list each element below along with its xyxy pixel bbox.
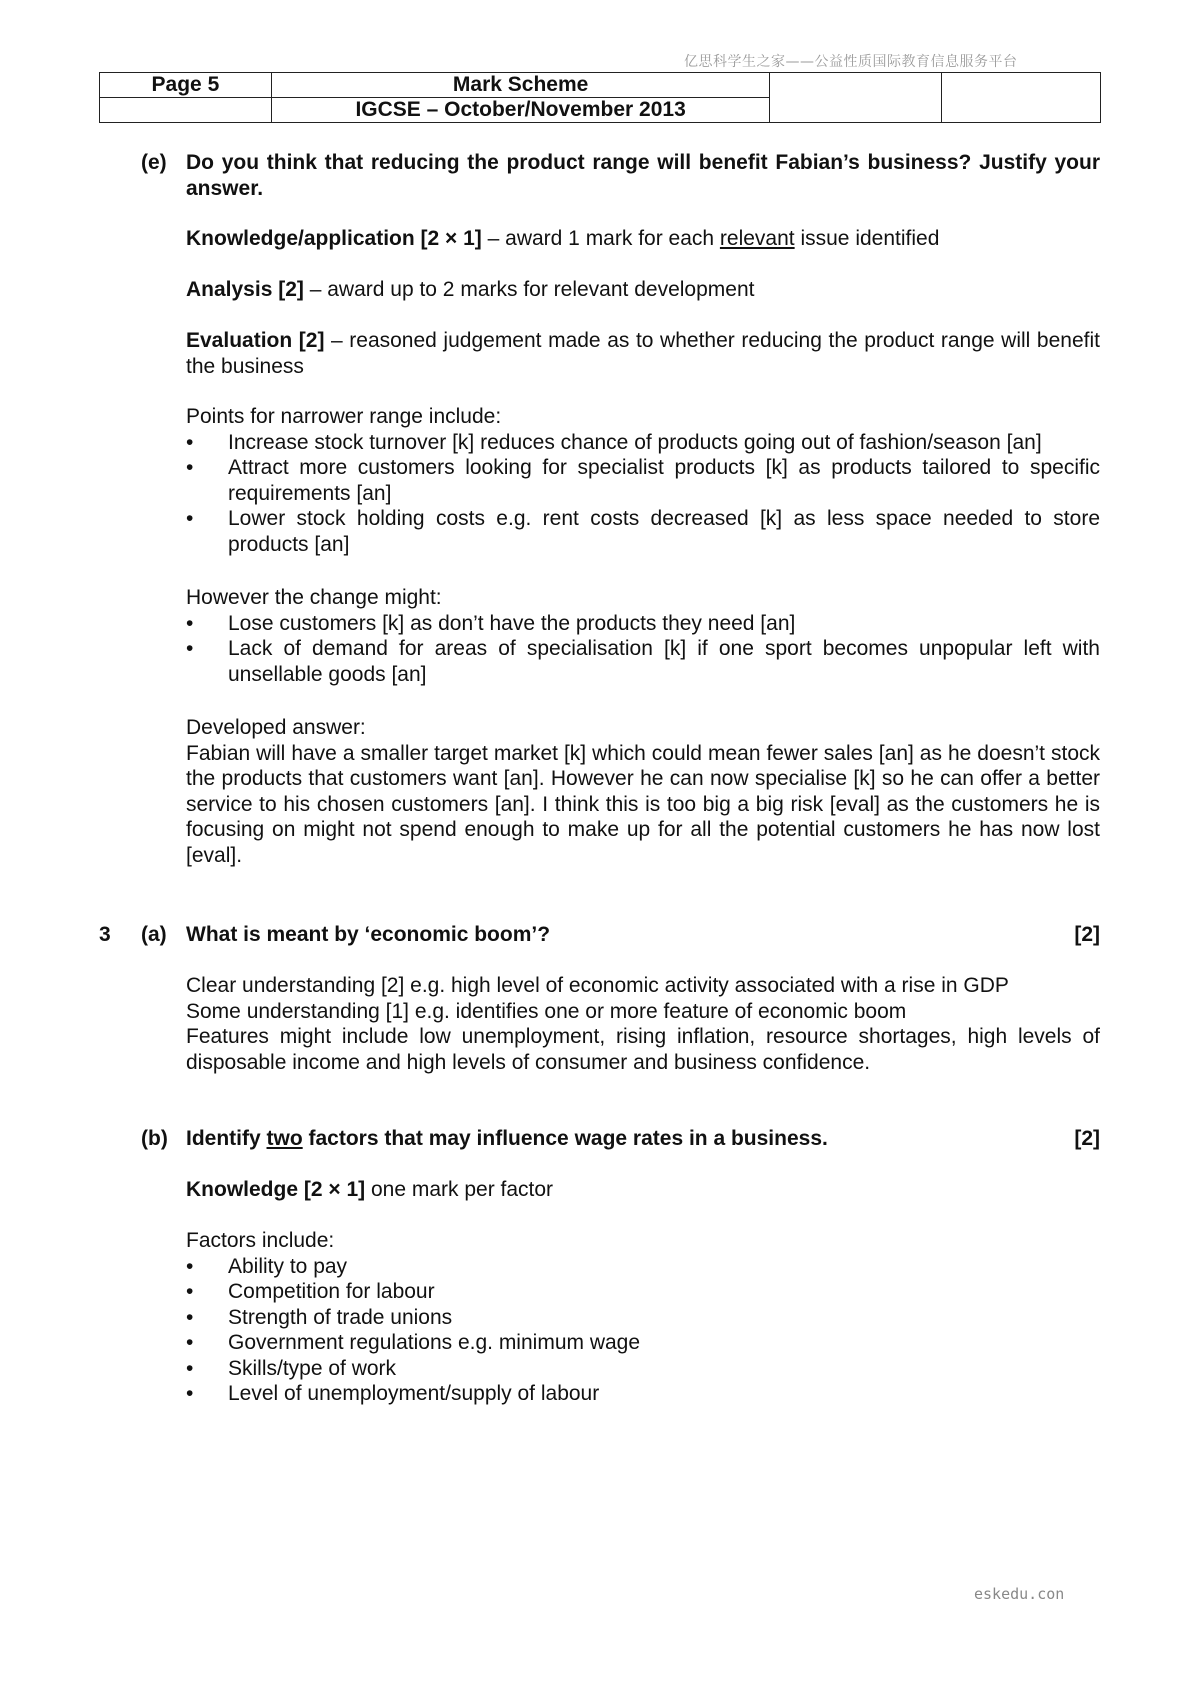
q2e-evaluation <box>186 328 1100 379</box>
q3a-question: What is meant by ‘economic boom’? <box>186 923 551 946</box>
q2e-knowledge-text: – award 1 mark for each <box>481 227 720 250</box>
q3a-answer <box>186 973 1100 1075</box>
list-item: • Lose customers [k] as don’t have the products they need [an] <box>186 611 796 635</box>
bullet-icon: • <box>186 430 194 454</box>
bullet-icon: • <box>186 611 194 635</box>
list-item: • Competition for labour <box>186 1280 435 1303</box>
header-empty-cell <box>100 98 272 123</box>
header-empty-cell <box>770 73 942 123</box>
q2e-question: Do you think that reducing the product range will benefit Fabian’s business? Justify your answer. <box>186 151 1100 200</box>
q3b-question: Identify two factors that may influence wage rates in a business. <box>186 1127 828 1150</box>
header-syllabus: IGCSE – October/November 2013 <box>271 98 770 123</box>
q2e-knowledge-underlined: relevant <box>719 227 795 250</box>
q2e-points <box>186 404 1100 557</box>
q3a-line: Clear understanding [2] e.g. high level of economic activity associated with a rise in GDP <box>186 974 1009 997</box>
q2e-evaluation-heading: Evaluation [2] <box>186 329 325 352</box>
list-item: • Lower stock holding costs e.g. rent costs decreased [k] as less space needed to store products [an] <box>186 507 1100 556</box>
list-item: • Increase stock turnover [k] reduces chance of products going out of fashion/season [an] <box>186 430 1042 454</box>
q3b-label: (b) <box>141 1127 168 1150</box>
bullet-icon: • <box>186 1382 194 1405</box>
q2e-points-list <box>186 430 1100 558</box>
header-table <box>99 72 1101 123</box>
q3a-question-row <box>186 922 1100 948</box>
bullet-icon: • <box>186 1280 194 1303</box>
q3b-question-row <box>186 1126 1100 1152</box>
bullet-icon: • <box>186 1356 194 1380</box>
q2e-however-list <box>186 611 1100 688</box>
q2e-knowledge-heading: Knowledge/application [2 × 1] <box>186 227 482 250</box>
list-item: • Attract more customers looking for specialist products [k] as products tailored to specific requirements [an] <box>186 456 1100 505</box>
header-title: Mark Scheme <box>271 73 770 98</box>
q2e-analysis <box>186 277 1100 303</box>
q2e-label: (e) <box>141 151 167 174</box>
q3-number: 3 <box>99 923 111 946</box>
bullet-icon: • <box>186 637 194 660</box>
watermark-top: 亿思科学生之家——公益性质国际教育信息服务平台 <box>684 54 1018 70</box>
q2e-developed-intro: Developed answer: <box>186 716 366 739</box>
q2e-developed-text: Fabian will have a smaller target market [k] which could mean fewer sales [an] as he doesn’t stock the products that customers want [an]. However he can now specialise [k] so he can offer a better service to his chosen customers [an]. I think this is too big a big risk [eval] as the customers he is focusing on might not spend enough to make up for all the potential customers he has now lost [eval]. <box>186 741 1100 867</box>
q3b-factors-list <box>186 1254 1100 1407</box>
q3b-factors-intro: Factors include: <box>186 1229 335 1252</box>
q3b-marks: [2] <box>1074 1127 1100 1150</box>
bullet-icon: • <box>186 507 194 530</box>
q2e-analysis-heading: Analysis [2] <box>186 278 304 301</box>
q2e-however-intro: However the change might: <box>186 586 442 609</box>
header-page: Page 5 <box>100 73 272 98</box>
bullet-icon: • <box>186 1331 194 1354</box>
q3b-knowledge-text: one mark per factor <box>365 1178 554 1201</box>
q2e-however <box>186 585 1100 687</box>
q2e-evaluation-text: – reasoned judgement made as to whether reducing the product range will benefit the business <box>186 329 1100 378</box>
list-item: • Lack of demand for areas of specialisation [k] if one sport becomes unpopular left with unsellable goods [an] <box>186 637 1100 686</box>
bullet-icon: • <box>186 1305 194 1329</box>
q3b-knowledge-heading: Knowledge [2 × 1] <box>186 1178 366 1201</box>
q2e-developed <box>186 715 1100 868</box>
header-empty-cell <box>942 73 1101 123</box>
q3a-line: Some understanding [1] e.g. identifies one or more feature of economic boom <box>186 999 907 1023</box>
list-item: • Ability to pay <box>186 1254 348 1278</box>
q3a-marks: [2] <box>1074 923 1100 946</box>
q2e-knowledge <box>186 226 1100 252</box>
q3b-knowledge <box>186 1177 1100 1203</box>
watermark-bottom: eskedu.con <box>974 1585 1065 1603</box>
q2e-knowledge-text-end: issue identified <box>794 227 940 250</box>
q3b-factors <box>186 1228 1100 1407</box>
q2e-points-intro: Points for narrower range include: <box>186 405 502 428</box>
list-item: • Strength of trade unions <box>186 1305 453 1329</box>
q2e-analysis-text: – award up to 2 marks for relevant development <box>303 278 755 301</box>
list-item: • Skills/type of work <box>186 1356 397 1380</box>
q3a-label: (a) <box>141 923 167 946</box>
list-item: • Government regulations e.g. minimum wage <box>186 1331 641 1354</box>
list-item: • Level of unemployment/supply of labour <box>186 1382 600 1405</box>
bullet-icon: • <box>186 456 194 479</box>
q3a-line: Features might include low unemployment, rising inflation, resource shortages, high levels of disposable income and high levels of consumer and business confidence. <box>186 1025 1100 1074</box>
bullet-icon: • <box>186 1254 194 1278</box>
